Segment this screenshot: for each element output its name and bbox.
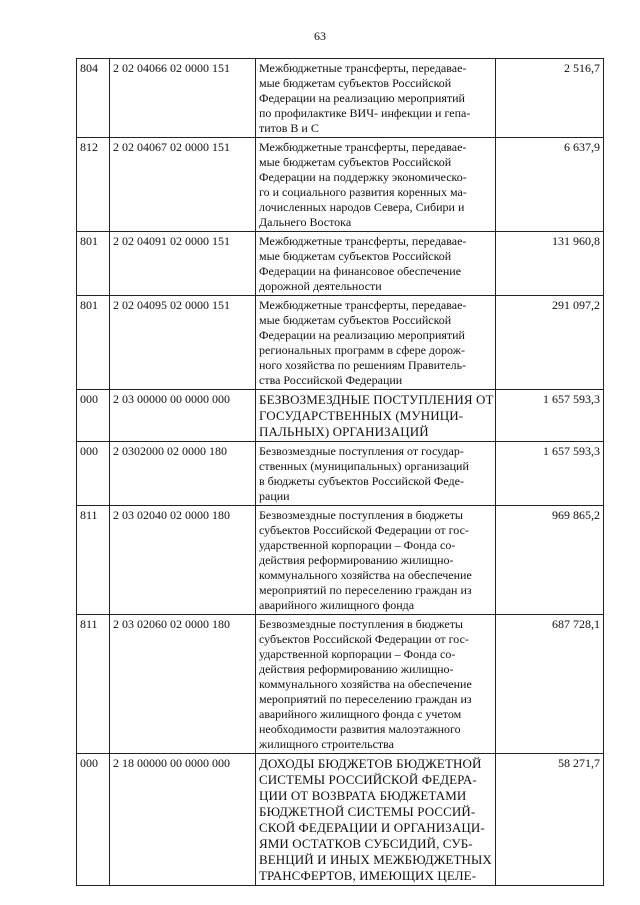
revenue-name-cell — [256, 506, 496, 615]
revenue-name-line: необходимости развития малоэтажного — [259, 722, 461, 736]
revenue-name-cell — [256, 138, 496, 232]
revenue-name-line: ного хозяйства по решениям Правитель- — [259, 358, 467, 372]
revenue-name-line: мероприятий по переселению граждан из — [259, 583, 472, 597]
revenue-name-line: мые бюджетам субъектов Российской — [259, 249, 452, 263]
table-row — [77, 232, 604, 296]
revenue-name-line: коммунального хозяйства на обеспечение — [259, 568, 472, 582]
admin-code-cell: 801 — [77, 232, 110, 296]
admin-code-cell: 801 — [77, 296, 110, 390]
revenue-name-cell — [256, 390, 496, 442]
table-row — [77, 754, 604, 886]
admin-code-cell: 000 — [77, 390, 110, 442]
revenue-name-line: аварийного жилищного фонда с учетом — [259, 707, 462, 721]
revenue-name-line: рации — [259, 489, 290, 503]
amount-cell: 1 657 593,3 — [496, 442, 604, 506]
table-row — [77, 390, 604, 442]
revenue-name-line: ГОСУДАРСТВЕННЫХ (МУНИЦИ- — [259, 408, 464, 423]
budget-classification-code-cell: 2 03 02060 02 0000 180 — [110, 615, 256, 754]
revenue-name-line: мые бюджетам субъектов Российской — [259, 76, 452, 90]
revenue-name-line: коммунального хозяйства на обеспечение — [259, 677, 472, 691]
revenue-name-line: ударственной корпорации – Фонда со- — [259, 647, 456, 661]
budget-classification-code-cell: 2 02 04067 02 0000 151 — [110, 138, 256, 232]
table-body — [77, 59, 604, 886]
revenue-name-line: Федерации на реализацию мероприятий — [259, 91, 465, 105]
revenue-name-line: ТРАНСФЕРТОВ, ИМЕЮЩИХ ЦЕЛЕ- — [259, 868, 477, 883]
revenue-name-line: жилищного строительства — [259, 737, 394, 751]
revenue-name-line: Межбюджетные трансферты, передавае- — [259, 140, 467, 154]
revenue-name-line: Федерации на реализацию мероприятий — [259, 328, 465, 342]
revenue-name-line: ударственной корпорации – Фонда со- — [259, 538, 456, 552]
revenue-name-line: по профилактике ВИЧ- инфекции и гепа- — [259, 106, 471, 120]
revenue-name-line: Федерации на поддержку экономическо- — [259, 170, 467, 184]
revenue-name-cell — [256, 59, 496, 138]
revenue-name-line: Федерации на финансовое обеспечение — [259, 264, 462, 278]
admin-code-cell: 812 — [77, 138, 110, 232]
table-row — [77, 442, 604, 506]
revenue-name-line: Безвозмездные поступления в бюджеты — [259, 617, 463, 631]
revenue-name-line: ственных (муниципальных) организаций — [259, 459, 469, 473]
revenue-name-line: Межбюджетные трансферты, передавае- — [259, 234, 467, 248]
revenue-name-line: БЕЗВОЗМЕЗДНЫЕ ПОСТУПЛЕНИЯ ОТ — [259, 392, 494, 407]
revenue-name-line: БЮДЖЕТНОЙ СИСТЕМЫ РОССИЙ- — [259, 804, 476, 819]
amount-cell: 2 516,7 — [496, 59, 604, 138]
page-number: 63 — [314, 29, 326, 43]
budget-classification-code-cell: 2 02 04091 02 0000 151 — [110, 232, 256, 296]
budget-classification-code-cell: 2 18 00000 00 0000 000 — [110, 754, 256, 886]
revenue-name-cell — [256, 442, 496, 506]
revenue-name-line: региональных программ в сфере дорож- — [259, 343, 465, 357]
revenue-name-line: ВЕНЦИЙ И ИНЫХ МЕЖБЮДЖЕТНЫХ — [259, 852, 492, 867]
revenue-name-line: Межбюджетные трансферты, передавае- — [259, 298, 467, 312]
revenue-name-line: СКОЙ ФЕДЕРАЦИИ И ОРГАНИЗАЦИ- — [259, 820, 485, 835]
revenue-name-line: дорожной деятельности — [259, 279, 382, 293]
table-row — [77, 615, 604, 754]
revenue-name-line: ства Российской Федерации — [259, 373, 403, 387]
revenue-name-line: ПАЛЬНЫХ) ОРГАНИЗАЦИЙ — [259, 424, 429, 439]
budget-classification-code-cell: 2 03 00000 00 0000 000 — [110, 390, 256, 442]
admin-code-cell: 804 — [77, 59, 110, 138]
budget-classification-code-cell: 2 0302000 02 0000 180 — [110, 442, 256, 506]
revenue-name-line: Межбюджетные трансферты, передавае- — [259, 61, 467, 75]
revenue-name-line: в бюджеты субъектов Российской Феде- — [259, 474, 464, 488]
revenue-name-line: титов В и С — [259, 121, 319, 135]
amount-cell: 6 637,9 — [496, 138, 604, 232]
admin-code-cell: 000 — [77, 442, 110, 506]
revenue-name-line: мые бюджетам субъектов Российской — [259, 155, 452, 169]
revenue-name-line: субъектов Российской Федерации от гос- — [259, 523, 469, 537]
amount-cell: 1 657 593,3 — [496, 390, 604, 442]
revenue-name-line: действия реформированию жилищно- — [259, 553, 454, 567]
revenue-name-line: СИСТЕМЫ РОССИЙСКОЙ ФЕДЕРА- — [259, 772, 477, 787]
admin-code-cell: 000 — [77, 754, 110, 886]
revenue-name-line: Безвозмездные поступления в бюджеты — [259, 508, 463, 522]
table-row — [77, 506, 604, 615]
amount-cell: 58 271,7 — [496, 754, 604, 886]
admin-code-cell: 811 — [77, 506, 110, 615]
budget-classification-code-cell: 2 02 04095 02 0000 151 — [110, 296, 256, 390]
amount-cell: 969 865,2 — [496, 506, 604, 615]
admin-code-cell: 811 — [77, 615, 110, 754]
revenue-name-cell — [256, 296, 496, 390]
revenue-name-line: действия реформированию жилищно- — [259, 662, 454, 676]
revenue-name-line: Дальнего Востока — [259, 215, 352, 229]
table-row — [77, 296, 604, 390]
revenue-name-line: аварийного жилищного фонда — [259, 598, 415, 612]
revenue-name-line: мероприятий по переселению граждан из — [259, 692, 472, 706]
revenue-name-line: ЯМИ ОСТАТКОВ СУБСИДИЙ, СУБ- — [259, 836, 473, 851]
amount-cell: 687 728,1 — [496, 615, 604, 754]
revenue-name-cell — [256, 754, 496, 886]
revenue-name-line: лочисленных народов Севера, Сибири и — [259, 200, 465, 214]
table-row — [77, 138, 604, 232]
revenue-name-line: мые бюджетам субъектов Российской — [259, 313, 452, 327]
revenue-name-cell — [256, 615, 496, 754]
budget-classification-code-cell: 2 03 02040 02 0000 180 — [110, 506, 256, 615]
revenue-name-line: Безвозмездные поступления от государ- — [259, 444, 464, 458]
budget-revenue-table — [76, 58, 604, 886]
revenue-name-line: го и социального развития коренных ма- — [259, 185, 467, 199]
revenue-name-line: ЦИИ ОТ ВОЗВРАТА БЮДЖЕТАМИ — [259, 788, 467, 803]
amount-cell: 291 097,2 — [496, 296, 604, 390]
amount-cell: 131 960,8 — [496, 232, 604, 296]
table-row — [77, 59, 604, 138]
revenue-name-cell — [256, 232, 496, 296]
revenue-name-line: ДОХОДЫ БЮДЖЕТОВ БЮДЖЕТНОЙ — [259, 756, 482, 771]
revenue-name-line: субъектов Российской Федерации от гос- — [259, 632, 469, 646]
budget-classification-code-cell: 2 02 04066 02 0000 151 — [110, 59, 256, 138]
